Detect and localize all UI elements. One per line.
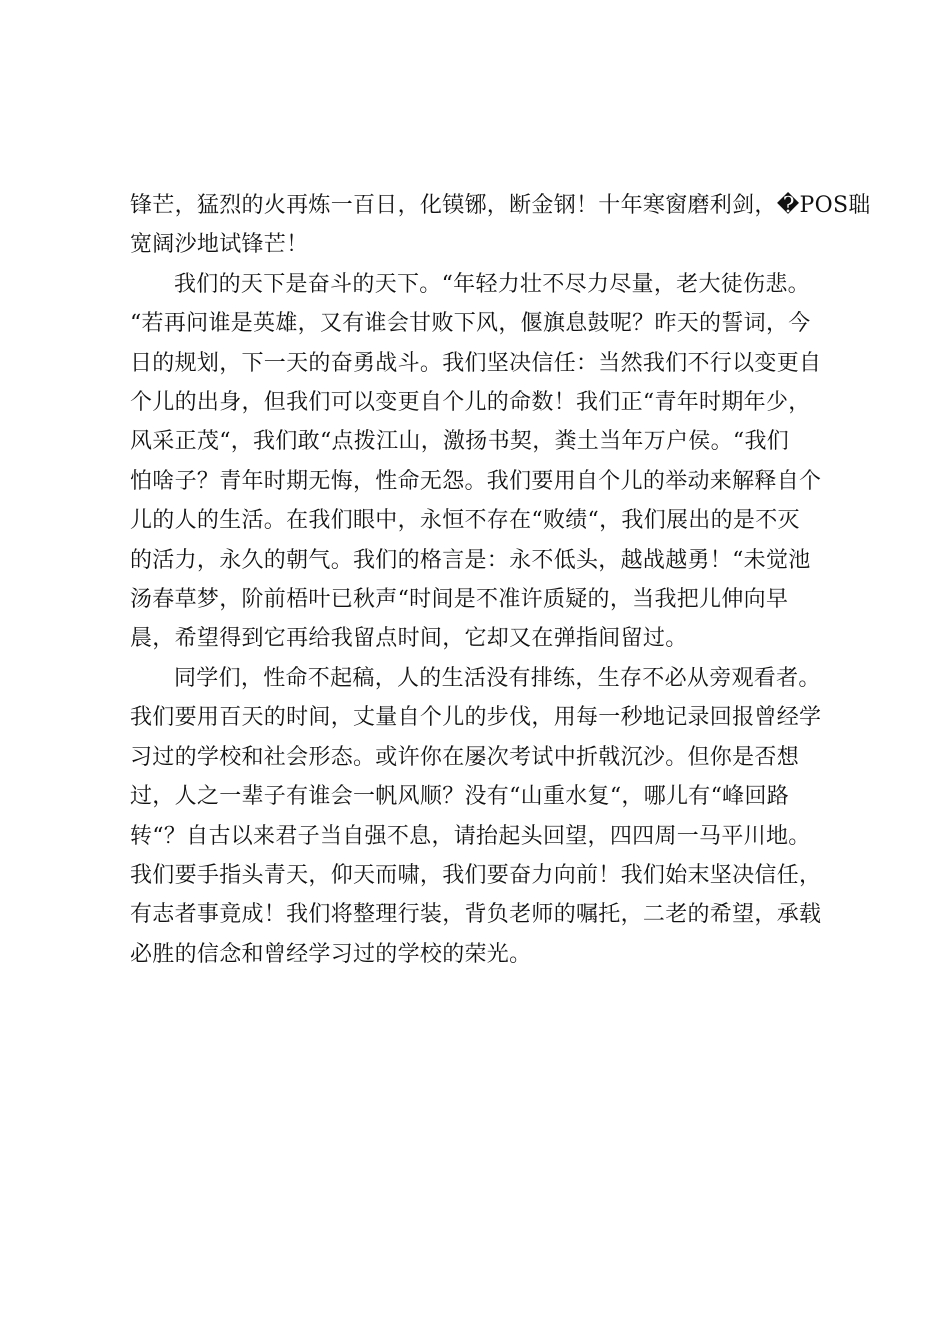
text-line: 风采正茂“，我们敢“点拨江山，激扬书契，粪土当年万户侯。“我们 — [130, 429, 790, 455]
text-line: 日的规划，下一天的奋勇战斗。我们坚决信任：当然我们不行以变更自 — [130, 350, 822, 376]
text-line: 我们的天下是奋斗的天下。“年轻力壮不尽力尽量，老大徒伤悲。 — [174, 271, 810, 297]
paragraph-2 — [130, 265, 834, 659]
text-line: 怕啥子？青年时期无悔，性命无怨。我们要用自个儿的举动来解释自个 — [130, 468, 822, 494]
text-line: 我们要用百天的时间，丈量自个儿的步伐，用每一秒地记录回报曾经学 — [130, 705, 822, 731]
text-line: 习过的学校和社会形态。或许你在屡次考试中折戟沉沙。但你是否想 — [130, 744, 800, 770]
text-line: 锋芒，猛烈的火再炼一百日，化镆铘，断金钢！十年寒窗磨利剑，�POS聉 — [130, 193, 871, 218]
text-line: 儿的人的生活。在我们眼中，永恒不存在“败绩“，我们展出的是不灭 — [130, 508, 800, 534]
text-line: 晨，希望得到它再给我留点时间，它却又在弹指间留过。 — [130, 626, 688, 652]
text-line: 同学们，性命不起稿，人的生活没有排练，生存不必从旁观看者。 — [174, 665, 821, 691]
paragraph-1 — [130, 186, 871, 265]
text-line: 必胜的信念和曾经学习过的学校的荣光。 — [130, 941, 532, 967]
text-line: 有志者事竟成！我们将整理行装，背负老师的嘱托，二老的希望，承载 — [130, 902, 822, 928]
text-line: “若再问谁是英雄，又有谁会甘败下风，偃旗息鼓呢？昨天的誓词，今 — [130, 311, 811, 337]
text-line: 我们要手指头青天，仰天而啸，我们要奋力向前！我们始末坚决信任， — [130, 862, 822, 888]
text-line: 转“？自古以来君子当自强不息，请抬起头回望，四四周一马平川地。 — [130, 823, 811, 849]
document-body — [130, 186, 871, 974]
text-line: 个儿的出身，但我们可以变更自个儿的命数！我们正“青年时期年少， — [130, 390, 811, 416]
text-line: 过，人之一辈子有谁会一帆风顺？没有“山重水复“，哪儿有“峰回路 — [130, 784, 790, 810]
text-line: 的活力，永久的朝气。我们的格言是：永不低头，越战越勇！“未觉池 — [130, 547, 811, 573]
text-line: 汤春草梦，阶前梧叶已秋声“时间是不准许质疑的，当我把儿伸向早 — [130, 587, 789, 613]
text-line: 宽阔沙地试锋芒！ — [130, 232, 309, 258]
paragraph-3 — [130, 659, 834, 974]
